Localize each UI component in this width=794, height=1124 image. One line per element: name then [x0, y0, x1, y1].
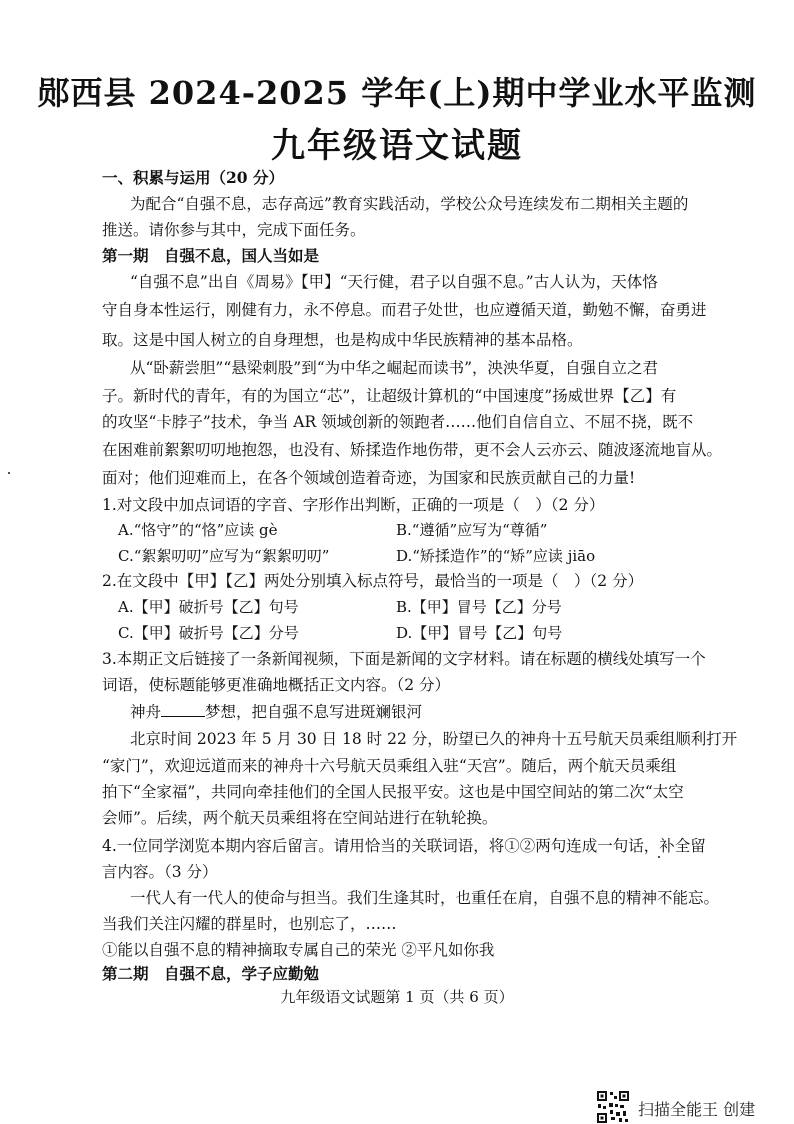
passage-line: 在困难前絮絮叨叨地抱怨，也没有、矫揉造作地伤带，更不会人云亦云、随波逐流地盲从。 — [102, 441, 723, 459]
scan-speck — [658, 856, 660, 858]
news-line: “家门”，欢迎远道而来的神舟十六号航天员乘组入驻“天宫”。随后，两个航天员乘组 — [102, 757, 677, 775]
qr-code-icon — [596, 1090, 630, 1124]
news-line: 拍下“全家福”，共同向牵挂他们的全国人民报平安。这也是中国空间站的第二次“太空 — [102, 783, 684, 801]
passage-line: 取。这是中国人树立的自身理想，也是构成中华民族精神的基本品格。 — [102, 331, 583, 349]
passage-line: 从“卧薪尝胆”“悬梁刺股”到“为中华之崛起而读书”，泱泱华夏，自强自立之君 — [130, 359, 659, 377]
passage-line: 子。新时代的青年，有的为国立“芯”，让超级计算机的“中国速度”扬威世界【乙】有 — [102, 387, 677, 405]
issue-heading: 第二期 自强不息，学子应勤勉 — [102, 964, 320, 983]
section-heading: 一、积累与运用（20 分） — [102, 168, 284, 187]
comment-line: 当我们关注闪耀的群星时，也别忘了，…… — [102, 915, 397, 933]
headline-suffix: 梦想，把自强不息写进斑斓银河 — [205, 703, 423, 721]
news-headline — [130, 700, 422, 724]
comment-line: 一代人有一代人的使命与担当。我们生逢其时，也重任在肩，自强不息的精神不能忘。 — [130, 889, 720, 907]
q2-option-d: D.【甲】冒号【乙】句号 — [396, 624, 563, 642]
scanner-watermark: 扫描全能王 创建 — [638, 1100, 756, 1119]
passage-line: 的攻坚“卡脖子”技术，争当 AR 领域创新的领跑者……他们自信自立、不屈不挠，既不 — [102, 413, 694, 431]
question-3-line: 词语，使标题能够更准确地概括正文内容。（2 分） — [102, 676, 451, 694]
headline-prefix: 神舟 — [130, 703, 162, 721]
passage-line: 面对；他们迎难而上，在各个领域创造着奇迹，为国家和民族贡献自己的力量! — [102, 469, 636, 487]
intro-line: 推送。请你参与其中，完成下面任务。 — [102, 221, 366, 239]
passage-line: “自强不息”出自《周易》【甲】“天行健，君子以自强不息。”古人认为，天体恪 — [130, 273, 658, 291]
question-4: 4.一位同学浏览本期内容后留言。请用恰当的关联词语，将①②两句连成一句话，补全留 — [102, 837, 706, 855]
q2-option-c: C.【甲】破折号【乙】分号 — [118, 624, 299, 642]
scan-speck — [8, 472, 10, 474]
sentence-options: ①能以自强不息的精神摘取专属自己的荣光 ②平凡如你我 — [102, 941, 495, 959]
news-line: 北京时间 2023 年 5 月 30 日 18 时 22 分，盼望已久的神舟十五号航天员乘组顺利打开 — [130, 730, 738, 748]
question-3: 3.本期正文后链接了一条新闻视频，下面是新闻的文字材料。请在标题的横线处填写一个 — [102, 650, 706, 668]
question-1: 1.对文段中加点词语的字音、字形作出判断，正确的一项是（ ）（2 分） — [102, 496, 605, 514]
question-2: 2.在文段中【甲】【乙】两处分别填入标点符号，最恰当的一项是（ ）（2 分） — [102, 572, 644, 590]
q1-option-c: C.“絮絮叨叨”应写为“絮絮叨叨” — [118, 547, 330, 565]
headline-blank[interactable] — [161, 702, 205, 717]
exam-title: 郧西县 2024-2025 学年(上)期中学业水平监测 — [37, 74, 757, 112]
exam-subtitle: 九年级语文试题 — [271, 126, 523, 166]
q1-option-d: D.“矫揉造作”的“矫”应读 jiāo — [396, 547, 596, 565]
page-footer: 九年级语文试题第 1 页（共 6 页） — [280, 988, 514, 1006]
question-4-line: 言内容。（3 分） — [102, 863, 218, 881]
q1-option-a: A.“恪守”的“恪”应读 gè — [118, 521, 278, 539]
q2-option-a: A.【甲】破折号【乙】句号 — [118, 598, 299, 616]
intro-line: 为配合“自强不息，志存高远”教育实践活动，学校公众号连续发布二期相关主题的 — [130, 195, 689, 213]
passage-line: 守自身本性运行，刚健有力，永不停息。而君子处世，也应遵循天道，勤勉不懈，奋勇进 — [102, 301, 707, 319]
news-line: 会师”。后续，两个航天员乘组将在空间站进行在轨轮换。 — [102, 809, 498, 827]
issue-heading: 第一期 自强不息，国人当如是 — [102, 246, 320, 265]
q1-option-b: B.“遵循”应写为“尊循” — [396, 521, 548, 539]
q2-option-b: B.【甲】冒号【乙】分号 — [396, 598, 562, 616]
